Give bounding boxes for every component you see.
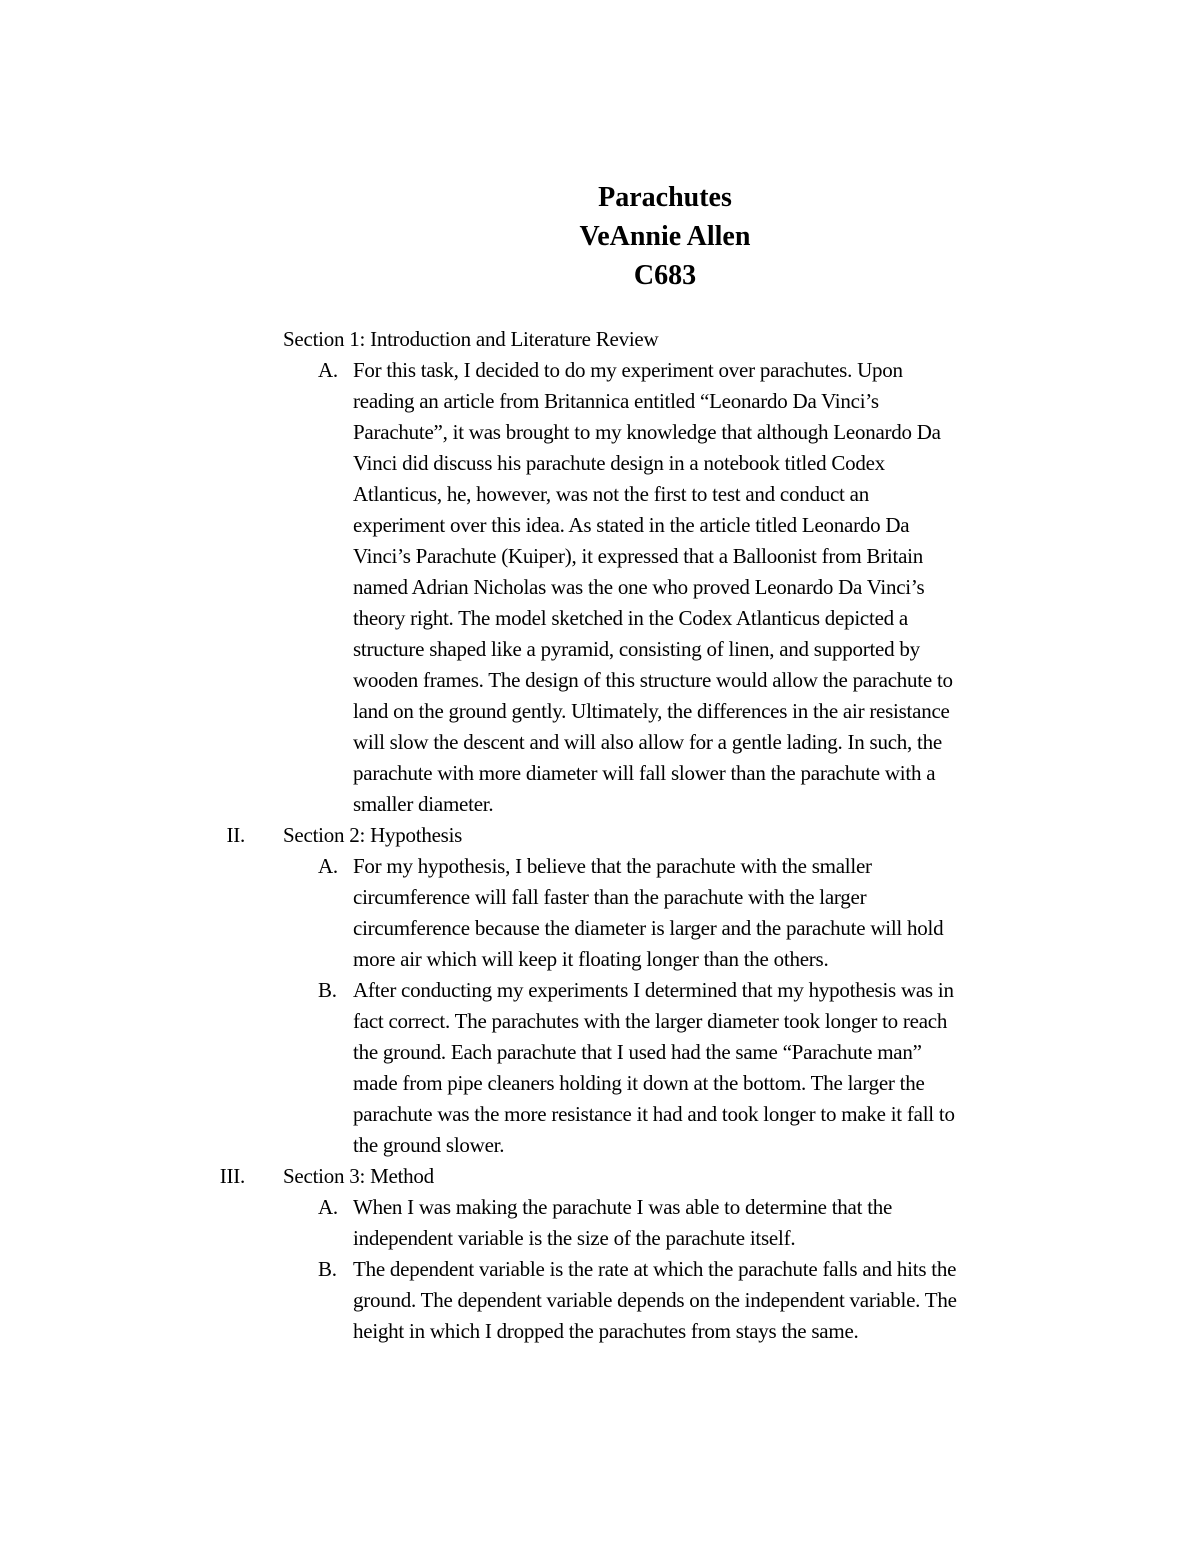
paragraph-line: Vinci did discuss his parachute design in a notebook titled Codex: [353, 451, 885, 475]
paragraph-line: independent variable is the size of the parachute itself.: [353, 1226, 796, 1250]
paragraph-line: Atlanticus, he, however, was not the first to test and conduct an: [353, 482, 869, 506]
section-2-numeral: II.: [226, 823, 245, 847]
paragraph-line: After conducting my experiments I determined that my hypothesis was in: [353, 978, 954, 1002]
document-course: C683: [633, 260, 697, 291]
section-1-item-a-letter: A.: [318, 358, 338, 382]
paragraph-line: Vinci’s Parachute (Kuiper), it expressed that a Balloonist from Britain: [353, 544, 924, 568]
paragraph-line: made from pipe cleaners holding it down at the bottom. The larger the: [353, 1071, 925, 1095]
paragraph-line: circumference because the diameter is larger and the parachute will hold: [353, 916, 944, 940]
paragraph-line: smaller diameter.: [353, 792, 494, 816]
paragraph-line: When I was making the parachute I was able to determine that the: [353, 1195, 893, 1219]
paragraph-line: named Adrian Nicholas was the one who proved Leonardo Da Vinci’s: [353, 575, 925, 599]
paragraph-line: parachute was the more resistance it had and took longer to make it fall to: [353, 1102, 955, 1126]
paragraph-line: ground. The dependent variable depends on the independent variable. The: [353, 1288, 957, 1312]
section-1-heading: Section 1: Introduction and Literature Review: [283, 327, 659, 351]
document-author: VeAnnie Allen: [579, 221, 751, 252]
title-block: [0, 178, 1200, 295]
paragraph-line: Parachute”, it was brought to my knowledge that although Leonardo Da: [353, 420, 941, 444]
paragraph-line: the ground slower.: [353, 1133, 505, 1157]
paragraph-line: will slow the descent and will also allow for a gentle lading. In such, the: [353, 730, 942, 754]
section-3-item-b-letter: B.: [318, 1257, 337, 1281]
paragraph-line: The dependent variable is the rate at which the parachute falls and hits the: [353, 1257, 957, 1281]
paragraph-line: circumference will fall faster than the parachute with the larger: [353, 885, 867, 909]
paragraph-line: more air which will keep it floating longer than the others.: [353, 947, 829, 971]
paragraph-line: height in which I dropped the parachutes from stays the same.: [353, 1319, 859, 1343]
paragraph-line: For my hypothesis, I believe that the parachute with the smaller: [353, 854, 872, 878]
paragraph-line: theory right. The model sketched in the Codex Atlanticus depicted a: [353, 606, 908, 630]
document-title: Parachutes: [598, 182, 732, 213]
section-2-item-a-paragraph: [353, 851, 1053, 975]
section-2-item-b-paragraph: [353, 975, 1053, 1161]
paragraph-line: wooden frames. The design of this structure would allow the parachute to: [353, 668, 953, 692]
section-3-item-b-paragraph: [353, 1254, 1053, 1347]
paragraph-line: fact correct. The parachutes with the larger diameter took longer to reach: [353, 1009, 948, 1033]
section-2-item-b-letter: B.: [318, 978, 337, 1002]
section-2-item-a-letter: A.: [318, 854, 338, 878]
section-3-heading: Section 3: Method: [283, 1164, 434, 1188]
paragraph-line: reading an article from Britannica entitled “Leonardo Da Vinci’s: [353, 389, 879, 413]
paragraph-line: parachute with more diameter will fall slower than the parachute with a: [353, 761, 936, 785]
paragraph-line: experiment over this idea. As stated in the article titled Leonardo Da: [353, 513, 910, 537]
paragraph-line: the ground. Each parachute that I used had the same “Parachute man”: [353, 1040, 922, 1064]
paragraph-line: For this task, I decided to do my experiment over parachutes. Upon: [353, 358, 903, 382]
section-2-heading: Section 2: Hypothesis: [283, 823, 463, 847]
paragraph-line: structure shaped like a pyramid, consisting of linen, and supported by: [353, 637, 920, 661]
section-3-numeral: III.: [219, 1164, 245, 1188]
section-1-item-a-paragraph: [353, 355, 1053, 820]
paragraph-line: land on the ground gently. Ultimately, the differences in the air resistance: [353, 699, 950, 723]
section-3-item-a-letter: A.: [318, 1195, 338, 1219]
section-3-item-a-paragraph: [353, 1192, 1053, 1254]
